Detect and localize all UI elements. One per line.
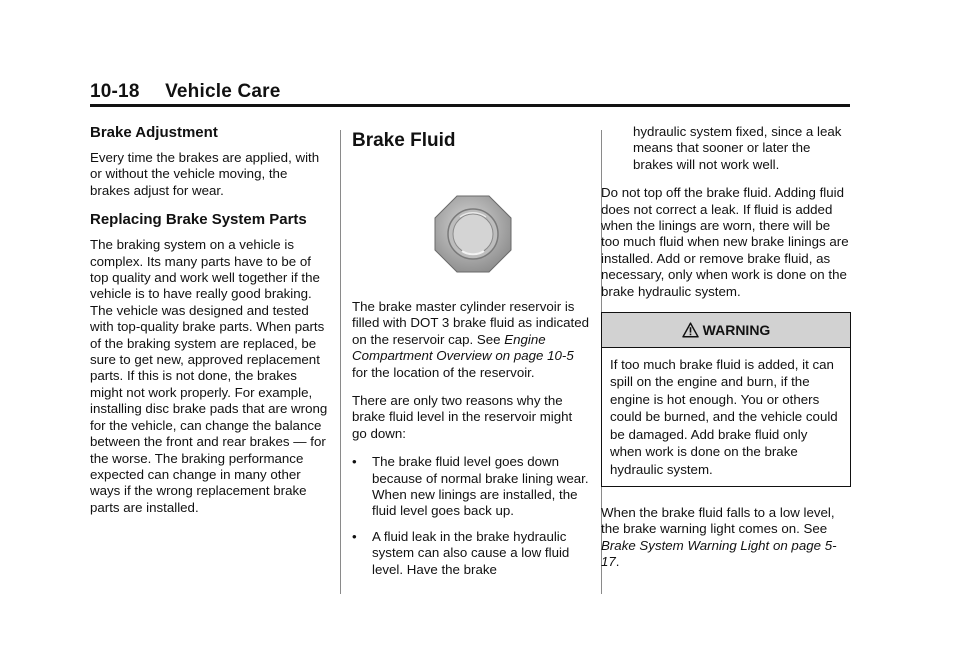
column-2 bbox=[352, 124, 590, 587]
low-fluid-paragraph: When the brake fluid falls to a low level, the brake warning light comes on. See Brake System Warning Light on page 5-17. bbox=[601, 504, 837, 570]
brake-fluid-reservoir-cap-icon bbox=[434, 195, 512, 273]
chapter-title: Vehicle Care bbox=[165, 81, 281, 102]
column-3 bbox=[601, 124, 851, 583]
bullet-glyph: • bbox=[352, 454, 357, 470]
engine-compartment-link[interactable]: Engine Compartment Overview on page 10-5 bbox=[352, 331, 574, 364]
brake-warning-light-link[interactable]: Brake System Warning Light on page 5-17 bbox=[601, 537, 837, 570]
warning-text: If too much brake fluid is added, it can spill on the engine and burn, if the engine is hot enough. You or others could be burned, and the vehicle could be damaged. Add brake fluid only when work is done on the brake hydraulic system. bbox=[610, 357, 838, 477]
warning-header bbox=[602, 313, 850, 348]
warning-triangle-icon bbox=[682, 322, 699, 338]
continued-bullet-text: hydraulic system fixed, since a leak means that sooner or later the brakes will not work well. bbox=[633, 124, 842, 172]
brake-fluid-heading: Brake Fluid bbox=[352, 130, 456, 151]
list-item: • The brake fluid level goes down because of normal brake lining wear. When new linings are installed, the fluid level goes back up. bbox=[352, 454, 589, 519]
warning-box bbox=[601, 312, 851, 487]
reasons-list bbox=[352, 454, 590, 578]
column-divider-1 bbox=[340, 130, 341, 594]
top-off-paragraph: Do not top off the brake fluid. Adding fluid does not correct a leak. If fluid is added when the linings are worn, there will be too much fluid when new brake linings are installed. Add or remove brake fluid, as necessary, only when work is done on the brake hydraulic system. bbox=[601, 185, 849, 299]
reservoir-cap-figure bbox=[352, 195, 590, 277]
list-item: • A fluid leak in the brake hydraulic system can also cause a low fluid level. Have the brake bbox=[352, 528, 570, 577]
bullet-glyph: • bbox=[352, 528, 357, 544]
column-1 bbox=[90, 124, 330, 528]
header-rule bbox=[90, 104, 850, 107]
replacing-parts-text: The braking system on a vehicle is complex. Its many parts have to be of top quality and work well together if the vehicle is to have really good braking. The vehicle was designed and tested with top-quality brake parts. When parts of the braking system are replaced, be sure to get new, approved replacement parts. If this is not done, the brakes might not work properly. For example, installing disc brake pads that are wrong for the vehicle, can change the balance between the front and rear brakes — for the worse. The braking performance expected can change in many other ways if the wrong replacement brake parts are installed. bbox=[90, 237, 328, 515]
brake-adjustment-heading: Brake Adjustment bbox=[90, 124, 218, 141]
brake-adjustment-text: Every time the brakes are applied, with or without the vehicle moving, the brakes adjust for wear. bbox=[90, 150, 320, 198]
reservoir-paragraph: The brake master cylinder reservoir is filled with DOT 3 brake fluid as indicated on the reservoir cap. See Engine Compartment Overview on page 10-5 for the location of the reservoir. bbox=[352, 299, 590, 380]
reasons-paragraph: There are only two reasons why the brake fluid level in the reservoir might go down: bbox=[352, 393, 573, 441]
page-header bbox=[90, 81, 281, 103]
warning-title: WARNING bbox=[702, 322, 771, 339]
replacing-parts-heading: Replacing Brake System Parts bbox=[90, 211, 307, 229]
page-number: 10-18 bbox=[90, 81, 140, 102]
